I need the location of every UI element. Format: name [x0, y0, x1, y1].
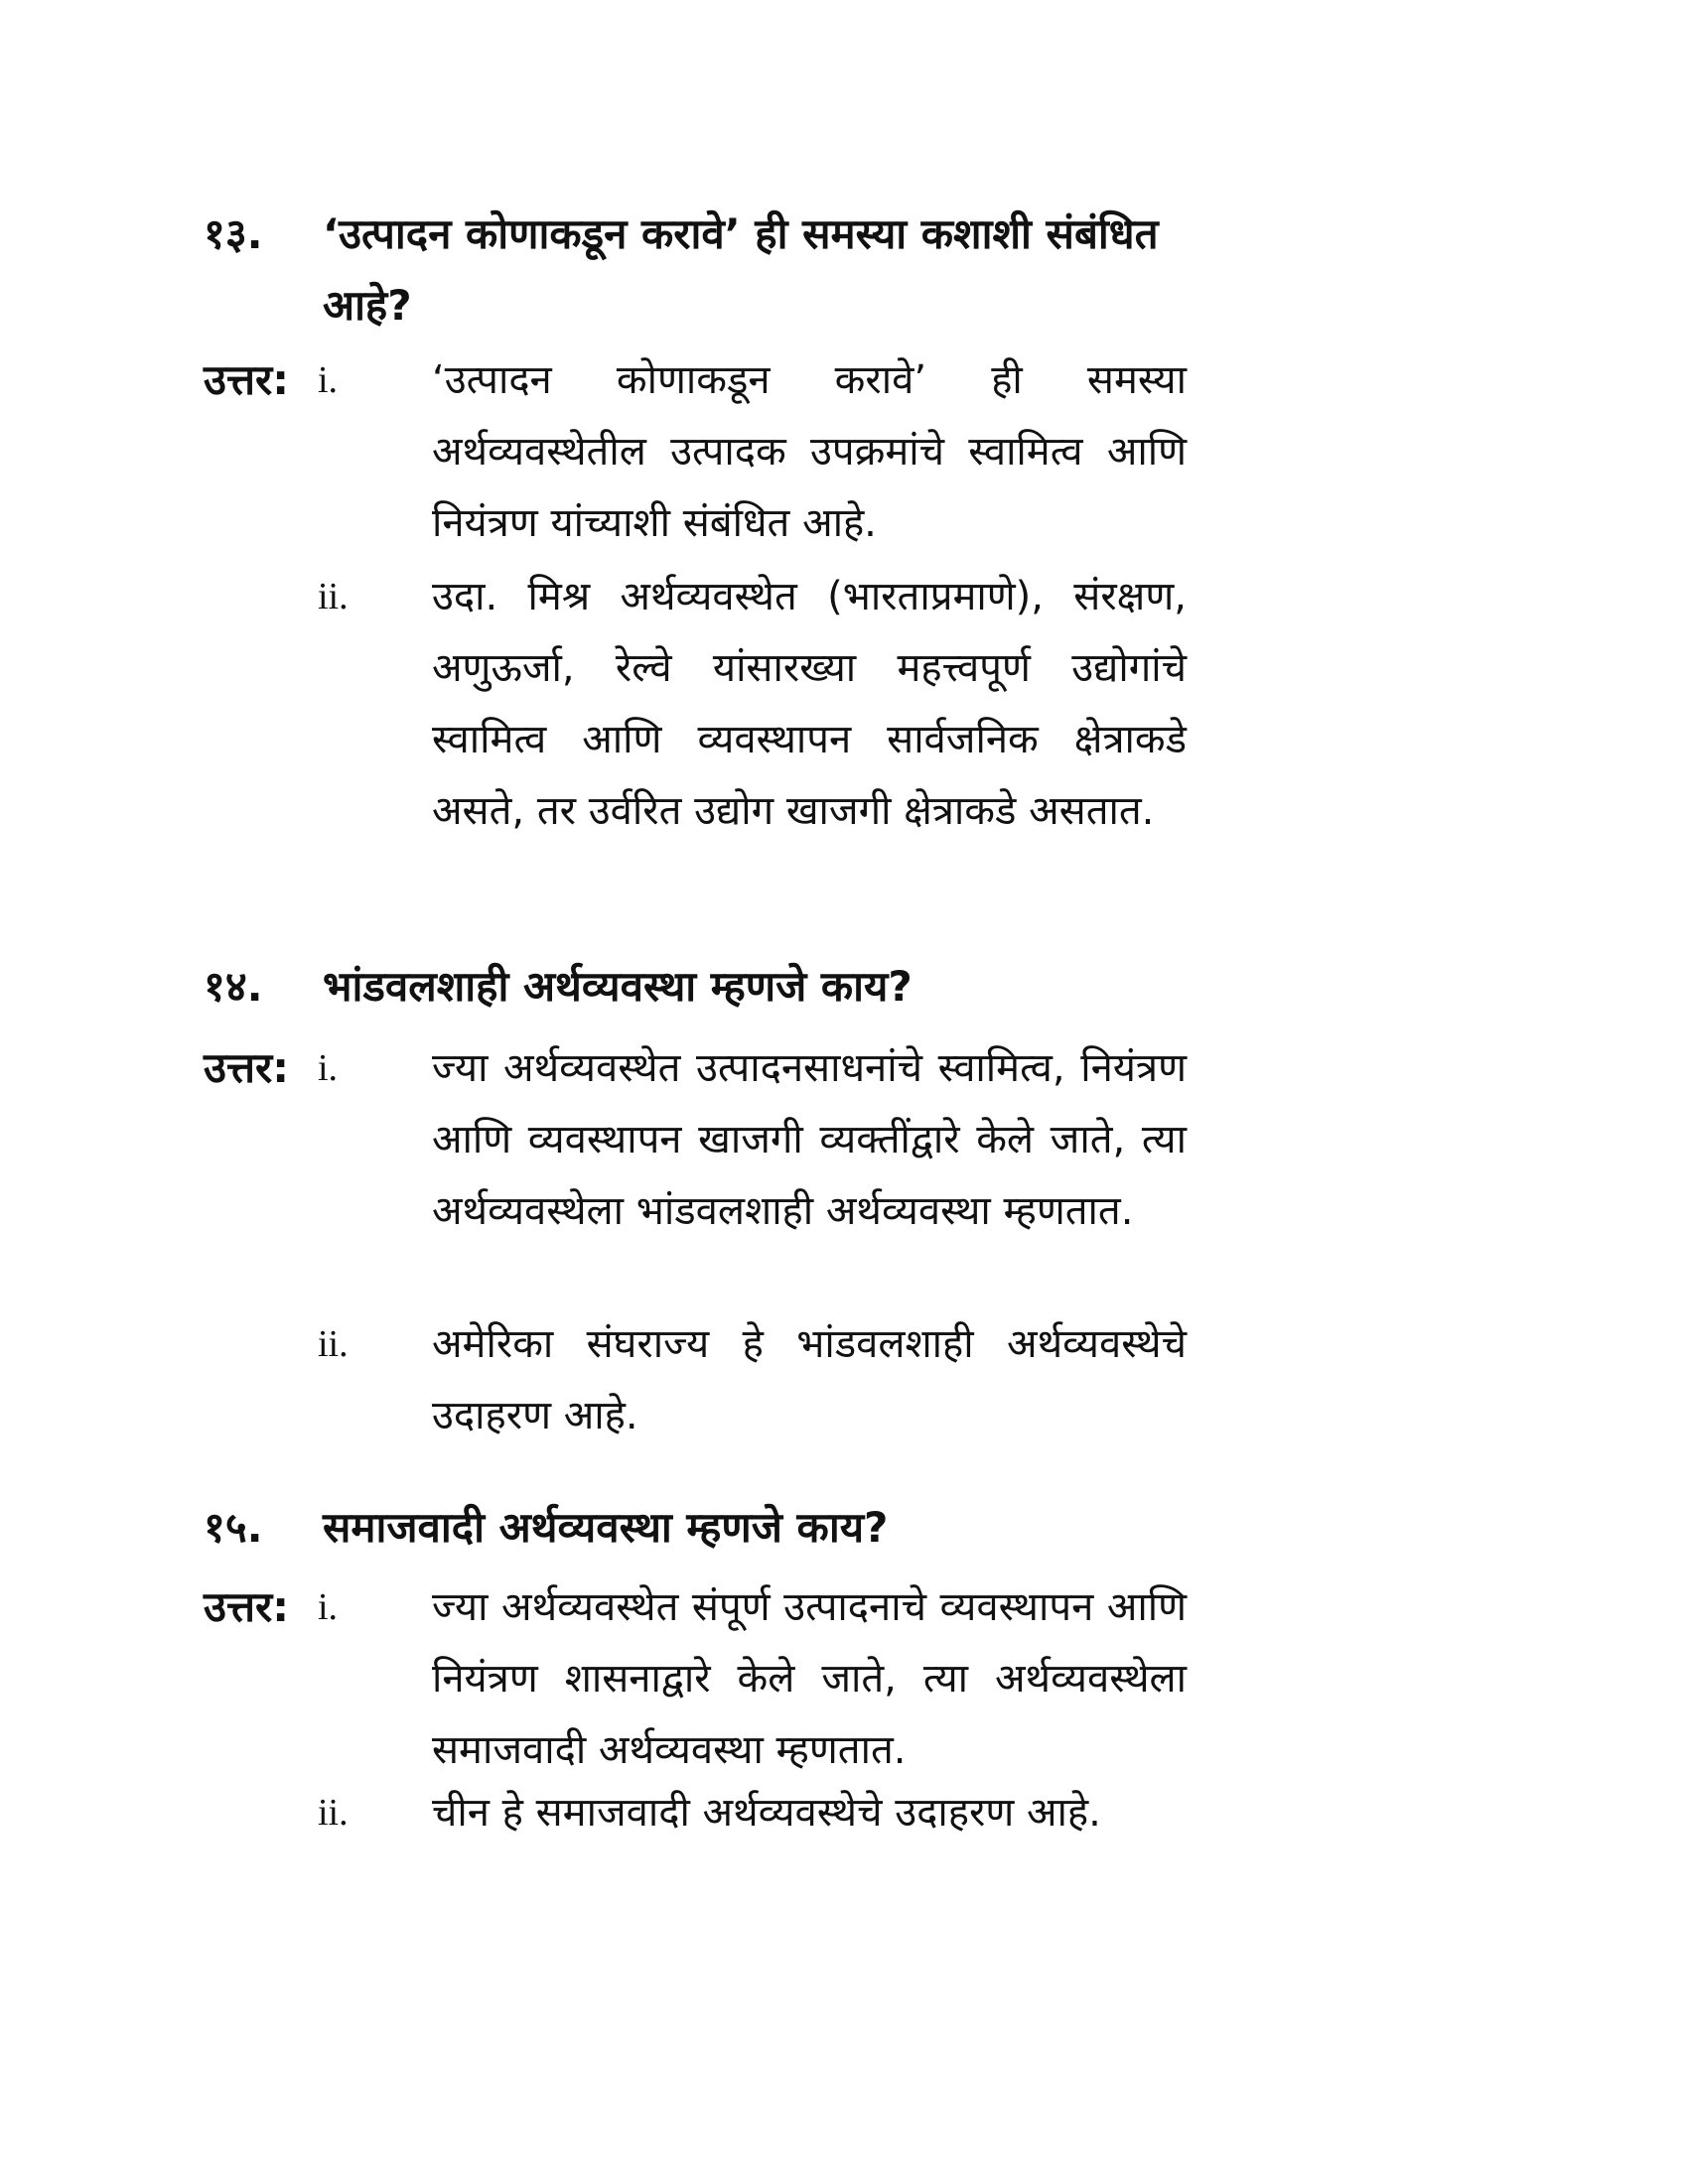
item-number: i.: [318, 1586, 339, 1628]
question-13: [204, 199, 1196, 341]
item-number: i.: [318, 359, 339, 401]
answer-item: अमेरिका संघराज्य हे भांडवलशाही अर्थव्यवस्थेचे उदाहरण आहे.: [432, 1321, 1187, 1438]
answer-item: ज्या अर्थव्यवस्थेत उत्पादनसाधनांचे स्वामित्व, नियंत्रण आणि व्यवस्थापन खाजगी व्यक्तींद्वारे केले जाते, त्या अर्थव्यवस्थेला भांडवलशाही अर्थव्यवस्था म्हणतात.: [432, 1045, 1187, 1234]
answer-item: उदा. मिश्र अर्थव्यवस्थेत (भारताप्रमाणे), संरक्षण, अणुऊर्जा, रेल्वे यांसारख्या महत्त्वपूर्ण उद्योगांचे स्वामित्व आणि व्यवस्थापन सार्वजनिक क्षेत्राकडे असते, तर उर्वरित उद्योग खाजगी क्षेत्राकडे असतात.: [432, 574, 1187, 834]
item-number: i.: [318, 1047, 339, 1089]
answer-label: उत्तर:: [204, 355, 290, 404]
question-number: १५.: [204, 1503, 263, 1552]
answer-item: चीन हे समाजवादी अर्थव्यवस्थेचे उदाहरण आहे.: [432, 1790, 1101, 1836]
question-text: समाजवादी अर्थव्यवस्था म्हणजे काय?: [323, 1503, 889, 1552]
question-text: भांडवलशाही अर्थव्यवस्था म्हणजे काय?: [323, 962, 913, 1011]
item-number: ii.: [318, 1792, 349, 1834]
answer-item: ‘उत्पादन कोणाकडून करावे’ ही समस्या अर्थव्यवस्थेतील उत्पादक उपक्रमांचे स्वामित्व आणि नियंत्रण यांच्याशी संबंधित आहे.: [432, 357, 1187, 546]
question-14: [204, 951, 1196, 1023]
item-number: ii.: [318, 576, 349, 617]
question-text: ‘उत्पादन कोणाकडून करावे’ ही समस्या कशाशी संबंधित आहे?: [323, 209, 1159, 330]
question-number: १३.: [204, 209, 263, 258]
answer-label: उत्तर:: [204, 1582, 290, 1631]
item-number: ii.: [318, 1323, 349, 1365]
answer-item: ज्या अर्थव्यवस्थेत संपूर्ण उत्पादनाचे व्यवस्थापन आणि नियंत्रण शासनाद्वारे केले जाते, त्या अर्थव्यवस्थेला समाजवादी अर्थव्यवस्था म्हणतात.: [432, 1584, 1187, 1773]
question-15: [204, 1492, 1196, 1564]
answer-label: उत्तर:: [204, 1043, 290, 1092]
question-number: १४.: [204, 962, 263, 1011]
